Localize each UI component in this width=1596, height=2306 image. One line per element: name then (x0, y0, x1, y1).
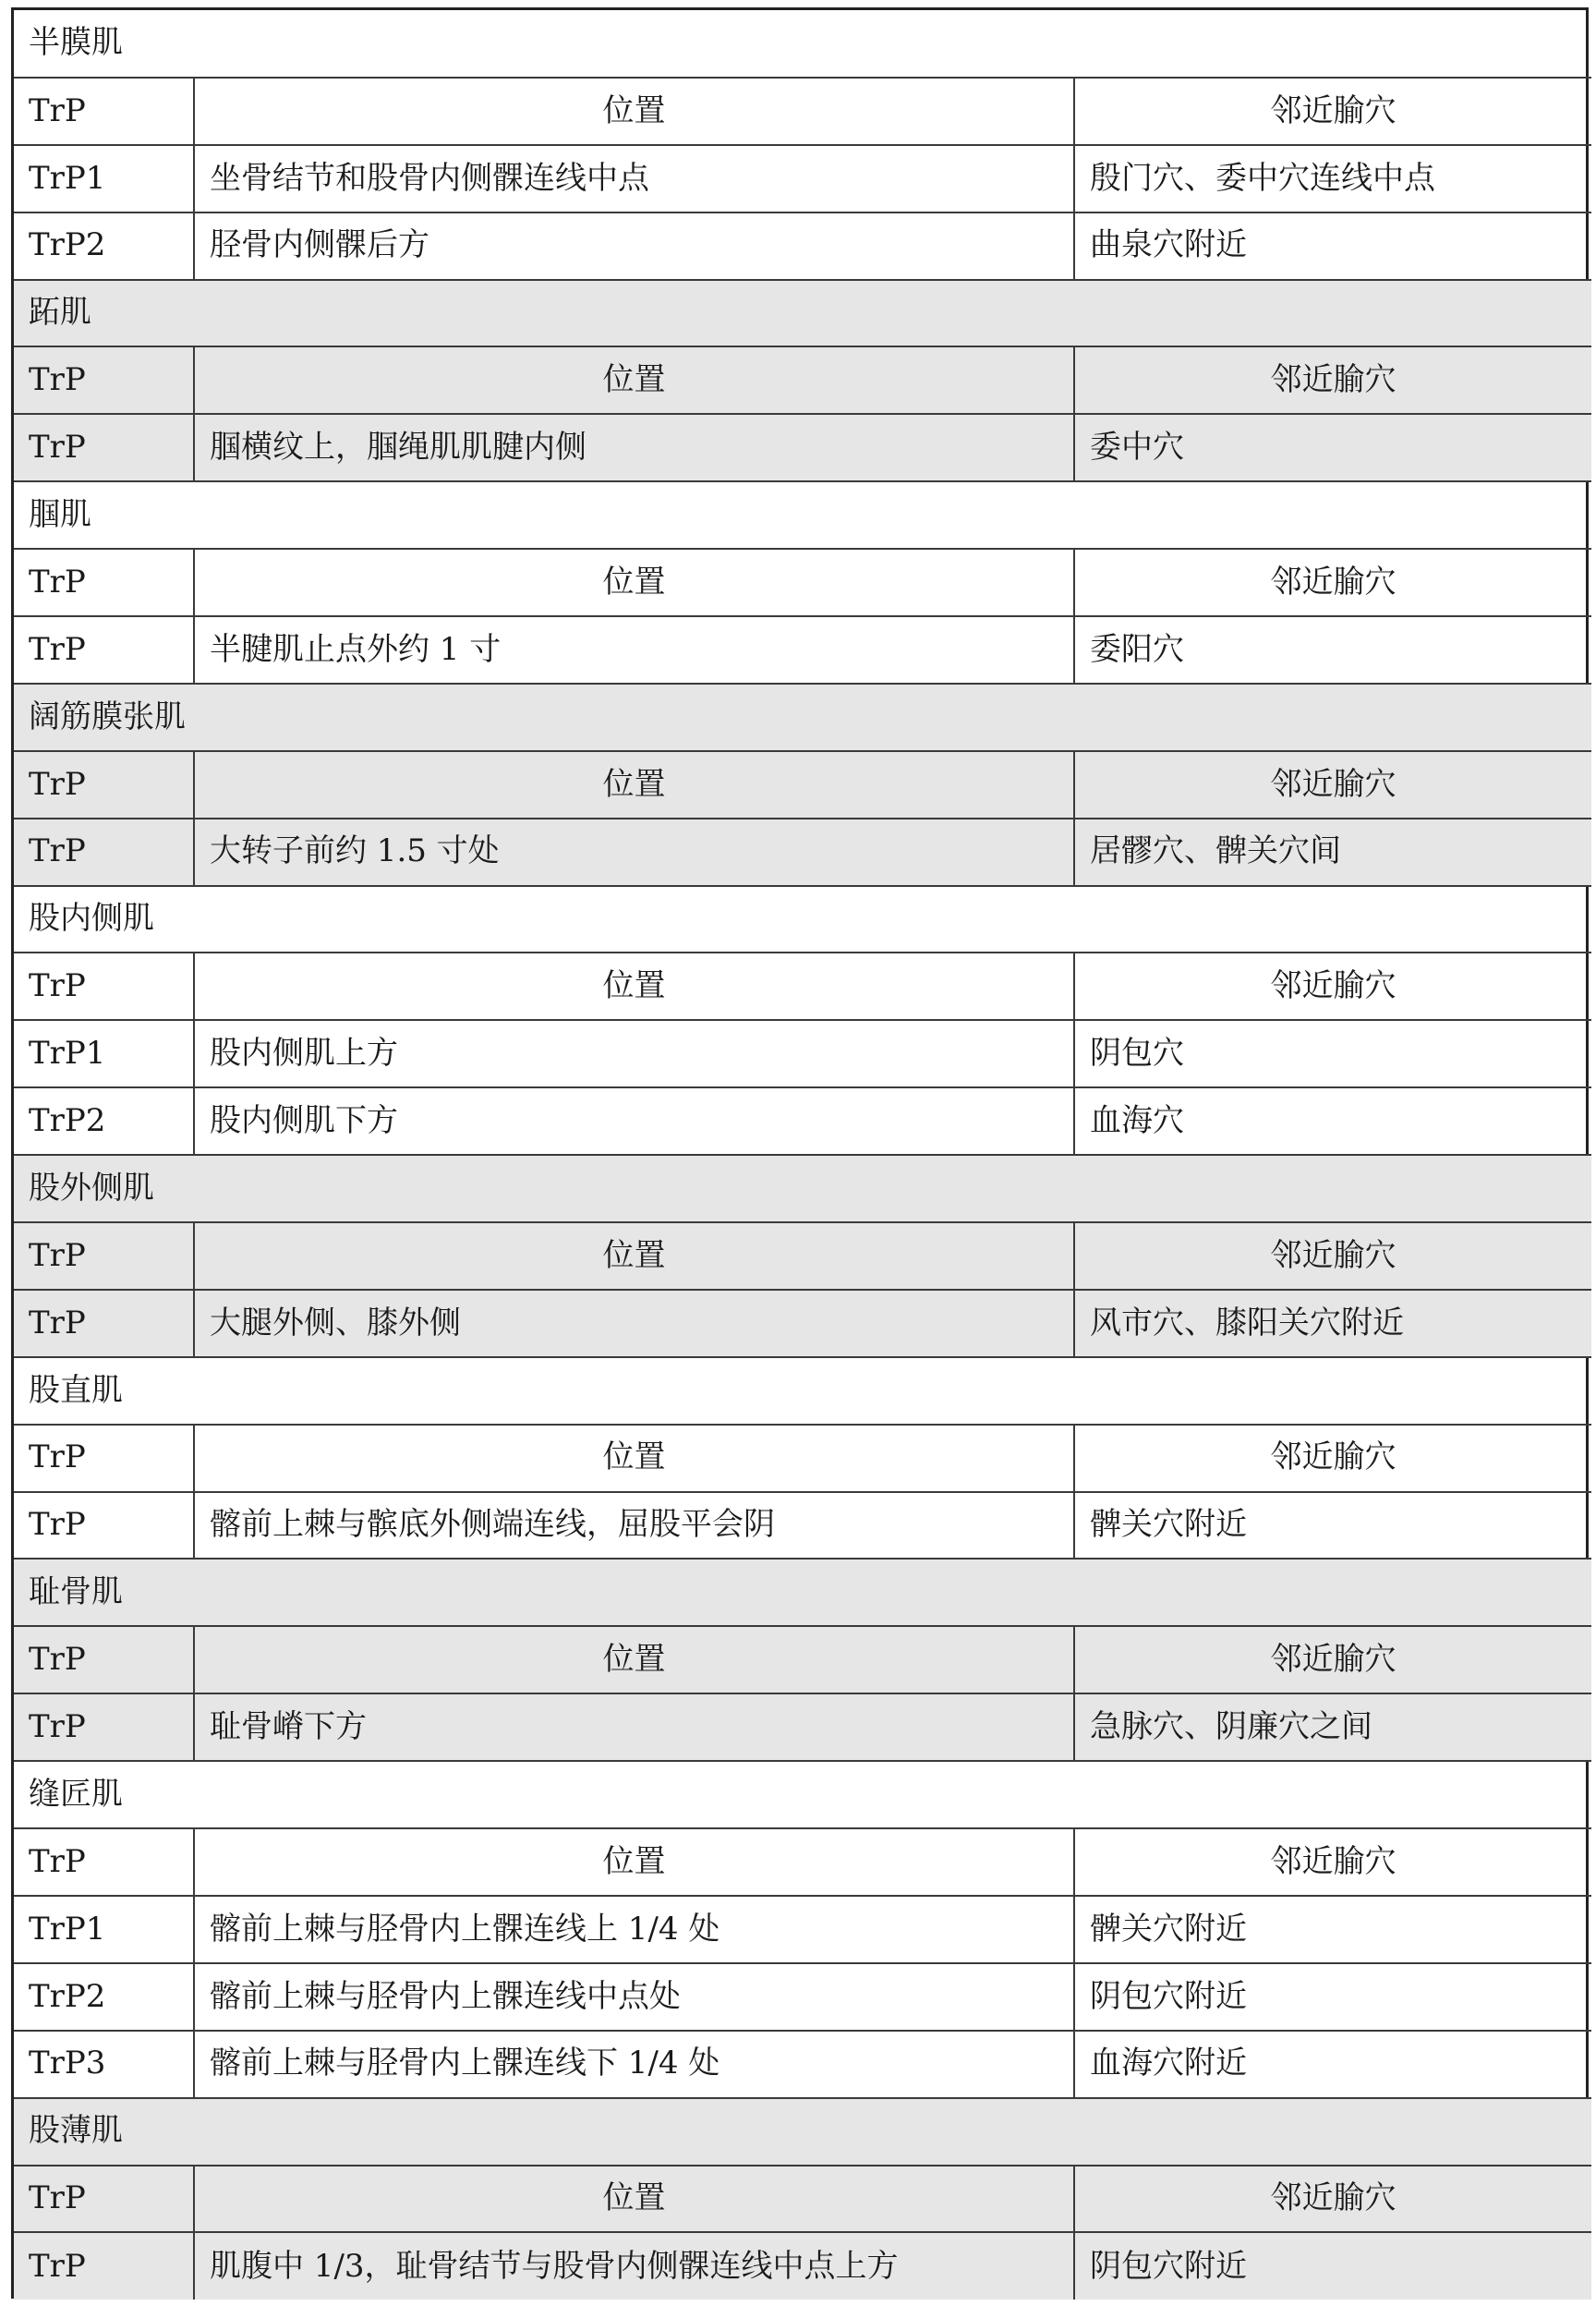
header-acupoint: 邻近腧穴 (1074, 953, 1591, 1020)
header-location: 位置 (194, 1222, 1074, 1290)
section-title-row (14, 10, 1591, 78)
trigger-point-table (14, 10, 1591, 2300)
table-row (14, 1693, 1591, 1761)
location-cell: 髂前上棘与髌底外侧端连线，屈股平会阴 (194, 1492, 1074, 1560)
location-cell: 髂前上棘与胫骨内上髁连线下 1/4 处 (194, 2031, 1074, 2098)
header-location: 位置 (194, 1626, 1074, 1693)
trigger-point-id: TrP (14, 616, 194, 684)
header-acupoint: 邻近腧穴 (1074, 1425, 1591, 1492)
acupoint-cell: 委阳穴 (1074, 616, 1591, 684)
trigger-point-id: TrP (14, 414, 194, 481)
header-location: 位置 (194, 1425, 1074, 1492)
location-cell: 胫骨内侧髁后方 (194, 212, 1074, 280)
acupoint-cell: 委中穴 (1074, 414, 1591, 481)
header-trp: TrP (14, 1626, 194, 1693)
muscle-name: 缝匠肌 (14, 1761, 1591, 1828)
section-title-row (14, 1559, 1591, 1626)
trigger-point-id: TrP (14, 1492, 194, 1560)
column-header-row (14, 1425, 1591, 1492)
muscle-name: 耻骨肌 (14, 1559, 1591, 1626)
section-title-row (14, 886, 1591, 953)
table-row (14, 2031, 1591, 2098)
table-row (14, 1087, 1591, 1155)
header-acupoint: 邻近腧穴 (1074, 1828, 1591, 1896)
section-title-row (14, 2098, 1591, 2166)
header-trp: TrP (14, 346, 194, 414)
trigger-point-id: TrP2 (14, 1963, 194, 2031)
trigger-point-id: TrP (14, 2232, 194, 2300)
table-row (14, 616, 1591, 684)
acupoint-cell: 殷门穴、委中穴连线中点 (1074, 145, 1591, 212)
location-cell: 腘横纹上，腘绳肌肌腱内侧 (194, 414, 1074, 481)
acupoint-cell: 阴包穴附近 (1074, 2232, 1591, 2300)
header-acupoint: 邻近腧穴 (1074, 1626, 1591, 1693)
header-location: 位置 (194, 346, 1074, 414)
table-row (14, 1290, 1591, 1357)
acupoint-cell: 阴包穴附近 (1074, 1963, 1591, 2031)
header-acupoint: 邻近腧穴 (1074, 549, 1591, 616)
table-row (14, 2232, 1591, 2300)
header-trp: TrP (14, 1425, 194, 1492)
column-header-row (14, 549, 1591, 616)
header-acupoint: 邻近腧穴 (1074, 2166, 1591, 2233)
location-cell: 股内侧肌上方 (194, 1020, 1074, 1087)
column-header-row (14, 751, 1591, 819)
trigger-point-id: TrP3 (14, 2031, 194, 2098)
muscle-name: 腘肌 (14, 481, 1591, 549)
header-location: 位置 (194, 549, 1074, 616)
table-row (14, 212, 1591, 280)
header-location: 位置 (194, 751, 1074, 819)
muscle-name: 跖肌 (14, 280, 1591, 347)
section-title-row (14, 1357, 1591, 1425)
location-cell: 坐骨结节和股骨内侧髁连线中点 (194, 145, 1074, 212)
column-header-row (14, 1828, 1591, 1896)
location-cell: 髂前上棘与胫骨内上髁连线上 1/4 处 (194, 1896, 1074, 1963)
table-row (14, 1020, 1591, 1087)
header-trp: TrP (14, 2166, 194, 2233)
acupoint-cell: 风市穴、膝阳关穴附近 (1074, 1290, 1591, 1357)
trigger-point-id: TrP1 (14, 1020, 194, 1087)
table-body (14, 10, 1591, 2300)
section-title-row (14, 481, 1591, 549)
column-header-row (14, 1222, 1591, 1290)
column-header-row (14, 953, 1591, 1020)
column-header-row (14, 78, 1591, 145)
trigger-point-id: TrP1 (14, 145, 194, 212)
header-location: 位置 (194, 953, 1074, 1020)
acupoint-cell: 急脉穴、阴廉穴之间 (1074, 1693, 1591, 1761)
acupoint-cell: 血海穴附近 (1074, 2031, 1591, 2098)
location-cell: 大转子前约 1.5 寸处 (194, 819, 1074, 886)
section-title-row (14, 1155, 1591, 1222)
location-cell: 股内侧肌下方 (194, 1087, 1074, 1155)
muscle-name: 股外侧肌 (14, 1155, 1591, 1222)
trigger-point-id: TrP2 (14, 212, 194, 280)
column-header-row (14, 2166, 1591, 2233)
header-trp: TrP (14, 78, 194, 145)
trigger-point-id: TrP (14, 1290, 194, 1357)
location-cell: 半腱肌止点外约 1 寸 (194, 616, 1074, 684)
header-trp: TrP (14, 549, 194, 616)
muscle-name: 半膜肌 (14, 10, 1591, 78)
header-acupoint: 邻近腧穴 (1074, 78, 1591, 145)
trigger-point-id: TrP (14, 819, 194, 886)
muscle-name: 阔筋膜张肌 (14, 684, 1591, 751)
header-trp: TrP (14, 751, 194, 819)
muscle-name: 股内侧肌 (14, 886, 1591, 953)
acupoint-cell: 阴包穴 (1074, 1020, 1591, 1087)
acupoint-cell: 血海穴 (1074, 1087, 1591, 1155)
table-row (14, 414, 1591, 481)
section-title-row (14, 684, 1591, 751)
header-trp: TrP (14, 953, 194, 1020)
header-trp: TrP (14, 1828, 194, 1896)
section-title-row (14, 1761, 1591, 1828)
trigger-point-id: TrP (14, 1693, 194, 1761)
header-acupoint: 邻近腧穴 (1074, 751, 1591, 819)
table-row (14, 1963, 1591, 2031)
table-row (14, 1492, 1591, 1560)
table-row (14, 819, 1591, 886)
table-row (14, 145, 1591, 212)
acupoint-cell: 髀关穴附近 (1074, 1492, 1591, 1560)
column-header-row (14, 346, 1591, 414)
header-location: 位置 (194, 78, 1074, 145)
header-trp: TrP (14, 1222, 194, 1290)
location-cell: 肌腹中 1/3，耻骨结节与股骨内侧髁连线中点上方 (194, 2232, 1074, 2300)
acupoint-cell: 髀关穴附近 (1074, 1896, 1591, 1963)
location-cell: 髂前上棘与胫骨内上髁连线中点处 (194, 1963, 1074, 2031)
header-acupoint: 邻近腧穴 (1074, 1222, 1591, 1290)
acupoint-cell: 曲泉穴附近 (1074, 212, 1591, 280)
column-header-row (14, 1626, 1591, 1693)
location-cell: 耻骨嵴下方 (194, 1693, 1074, 1761)
header-location: 位置 (194, 1828, 1074, 1896)
muscle-name: 股直肌 (14, 1357, 1591, 1425)
muscle-name: 股薄肌 (14, 2098, 1591, 2166)
table-row (14, 1896, 1591, 1963)
section-title-row (14, 280, 1591, 347)
location-cell: 大腿外侧、膝外侧 (194, 1290, 1074, 1357)
header-acupoint: 邻近腧穴 (1074, 346, 1591, 414)
acupoint-cell: 居髎穴、髀关穴间 (1074, 819, 1591, 886)
trigger-point-id: TrP1 (14, 1896, 194, 1963)
trigger-point-document (11, 7, 1589, 2299)
header-location: 位置 (194, 2166, 1074, 2233)
trigger-point-id: TrP2 (14, 1087, 194, 1155)
